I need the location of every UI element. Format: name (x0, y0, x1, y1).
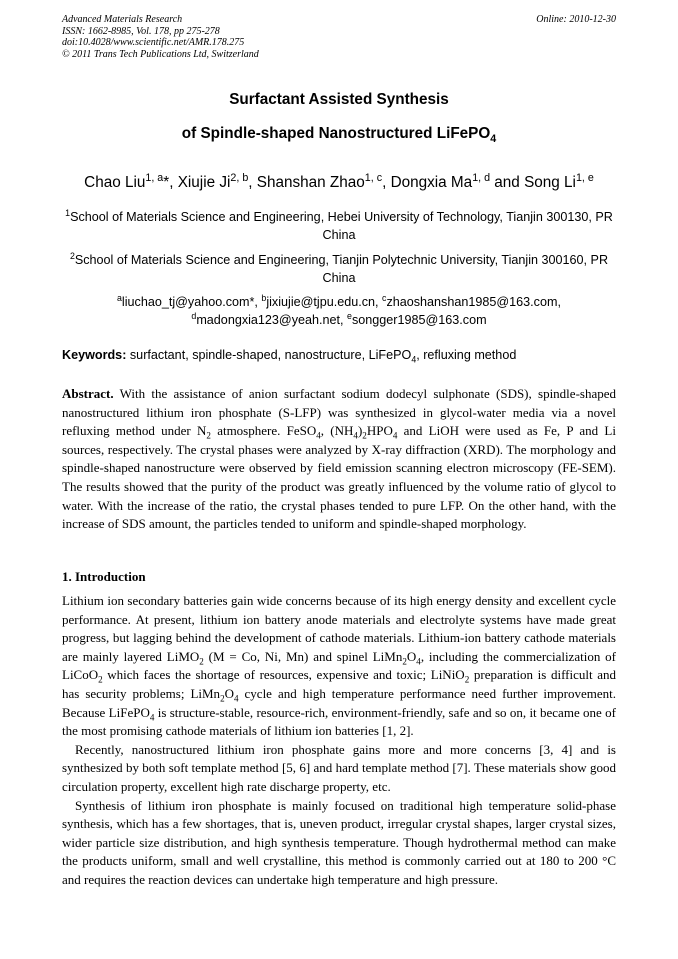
keywords-text-end: , refluxing method (416, 348, 517, 362)
subscript: 4 (416, 656, 421, 667)
journal-name: Advanced Materials Research (62, 14, 183, 25)
affiliation-1 (62, 208, 616, 244)
title-subscript: 4 (490, 133, 497, 146)
email-link: madongxia123@yeah.net, (196, 313, 348, 327)
author-name: Dongxia Ma (390, 174, 473, 191)
doi-line: doi:10.4028/www.scientific.net/AMR.178.275 (62, 37, 245, 48)
intro-paragraph-1 (62, 592, 616, 741)
paper-title-line2 (0, 125, 678, 146)
subscript: 4 (149, 712, 155, 723)
email-link: jixiujie@tjpu.edu.cn, (266, 295, 383, 309)
author-name: Xiujie Ji (177, 174, 231, 191)
paragraph-text: cycle and high temperature performance need further improvement. Because LiFePO (62, 685, 616, 720)
paper-title-line1: Surfactant Assisted Synthesis (229, 91, 449, 108)
subscript: 4 (234, 693, 239, 704)
keywords-label: Keywords: (62, 348, 127, 362)
abstract-text: With the assistance of anion surfactant sodium dodecyl sulphonate (SDS), spindle-shaped nanostructured lithium iron phosphate (S-LFP) was synthesized in glycol-water media via a novel refluxing method under N (62, 386, 616, 439)
author-affiliation-mark: 1, e (575, 171, 594, 184)
abstract-label: Abstract. (62, 386, 114, 401)
author-name: Chao Liu (84, 174, 146, 191)
subscript: 4 (392, 430, 398, 441)
author-emails (62, 293, 616, 329)
intro-paragraph-2: Recently, nanostructured lithium iron phosphate gains more and more concerns [3, 4] and is synthesized by both soft template method [5, 6] and hard template method [7]. These materials show good circulation property, excellent high rate discharge property, etc. (62, 741, 616, 794)
affiliation-2 (62, 251, 616, 287)
introduction-body (62, 592, 616, 890)
abstract-text: ) (357, 423, 363, 439)
paragraph-text: which faces the shortage of resources, expensive and toxic; LiNiO (102, 667, 465, 683)
subscript: 2 (98, 674, 103, 685)
section-heading: 1. Introduction (62, 569, 146, 584)
online-date: Online: 2010-12-30 (536, 14, 616, 25)
paragraph-text: preparation is difficult and has security problems; LiMn (62, 667, 616, 701)
subscript: 2 (199, 656, 204, 667)
affiliation-number: 2 (69, 250, 75, 261)
copyright-line: © 2011 Trans Tech Publications Ltd, Switzerland (62, 48, 259, 60)
email-mark: e (347, 310, 352, 321)
corresponding-mark: * (163, 174, 170, 191)
keywords-line (62, 348, 616, 365)
author-name: Song Li (524, 174, 576, 191)
abstract-paragraph (62, 385, 616, 534)
author-separator: , (382, 174, 391, 191)
author-affiliation-mark: 1, a (145, 171, 164, 184)
subscript: 2 (220, 693, 225, 704)
author-separator: and (490, 174, 525, 191)
intro-paragraph-3: Synthesis of lithium iron phosphate is mainly focused on traditional high temperature solid-phase synthesis, which has a few shortages, that is, uneven product, irregular crystal shapes, larger crystal sizes, wider particle size distribution, and high synthesis temperature. Though hydrothermal method can make the products uniform, small and well crystalline, this method is commonly carried out at 180 to 200 °C and requires the reaction devices can undertake high temperature and high pressure. (62, 797, 616, 887)
issn-line: ISSN: 1662-8985, Vol. 178, pp 275-278 (62, 25, 220, 37)
paragraph-text: O (406, 648, 417, 664)
affiliation-text: School of Materials Science and Engineering, Hebei University of Technology, Tianjin 300130, PR China (70, 210, 613, 242)
email-mark: b (261, 292, 267, 303)
email-mark: d (191, 310, 197, 321)
paragraph-text: O (224, 685, 234, 701)
email-mark: c (382, 292, 387, 303)
keywords-text: surfactant, spindle-shaped, nanostructure, LiFePO (126, 348, 412, 362)
email-link: liuchao_tj@yahoo.com*, (121, 295, 262, 309)
author-affiliation-mark: 2, b (230, 171, 249, 184)
subscript: 2 (206, 430, 211, 441)
abstract-text: and LiOH were used as Fe, P and Li sources, respectively. The crystal phases were analyzed by X-ray diffraction (XRD). The morphology and spindle-shaped nanostructure were observed by field emission scanning electron microscopy (FE-SEM). The results showed that the purity of the product was greatly influenced by the volume ratio of glycol to water. With the increase of the ratio, the crystal phases tended to pure LFP. On the other hand, with the increase of SDS amount, the particles tended to uniform and spindle-shaped morphology. (62, 423, 616, 532)
author-name: Shanshan Zhao (256, 174, 365, 191)
paragraph-text: , including the commercialization of LiCoO (62, 648, 616, 683)
abstract-text: atmosphere. FeSO (210, 423, 317, 439)
subscript: 4 (353, 430, 358, 441)
author-affiliation-mark: 1, c (364, 171, 383, 184)
subscript: 2 (464, 674, 470, 685)
author-separator: , (169, 174, 178, 191)
title-text: of Spindle-shaped Nanostructured LiFePO (181, 125, 491, 142)
author-list (0, 171, 678, 192)
subscript: 4 (316, 430, 321, 441)
email-mark: a (117, 292, 122, 303)
email-link: zhaoshanshan1985@163.com, (386, 295, 561, 309)
email-link: songger1985@163.com (351, 313, 487, 327)
paragraph-text: is structure-stable, resource-rich, environment-friendly, safe and so on, it became one of the most promising cathode materials of lithium ion batteries [1, 2]. (62, 704, 616, 739)
affiliation-text: School of Materials Science and Engineering, Tianjin Polytechnic University, Tianjin 300160, PR China (74, 253, 609, 285)
keywords-subscript: 4 (411, 354, 417, 365)
abstract-text: HPO (366, 423, 393, 439)
subscript: 2 (402, 656, 407, 667)
subscript: 2 (362, 430, 367, 441)
affiliation-number: 1 (65, 207, 71, 218)
author-separator: , (248, 174, 257, 191)
author-affiliation-mark: 1, d (472, 171, 491, 184)
abstract-text: , (NH (320, 423, 354, 439)
paragraph-text: Lithium ion secondary batteries gain wide concerns because of its high energy density and excellent cycle performance. At present, lithium ion battery anode materials and electrolyte systems have made great progress, but lagging behind the development of cathode materials. Lithium-ion battery cathode materials are mainly layered LiMO (62, 593, 616, 664)
page-header (62, 14, 616, 60)
paragraph-text: (M = Co, Ni, Mn) and spinel LiMn (203, 648, 403, 664)
